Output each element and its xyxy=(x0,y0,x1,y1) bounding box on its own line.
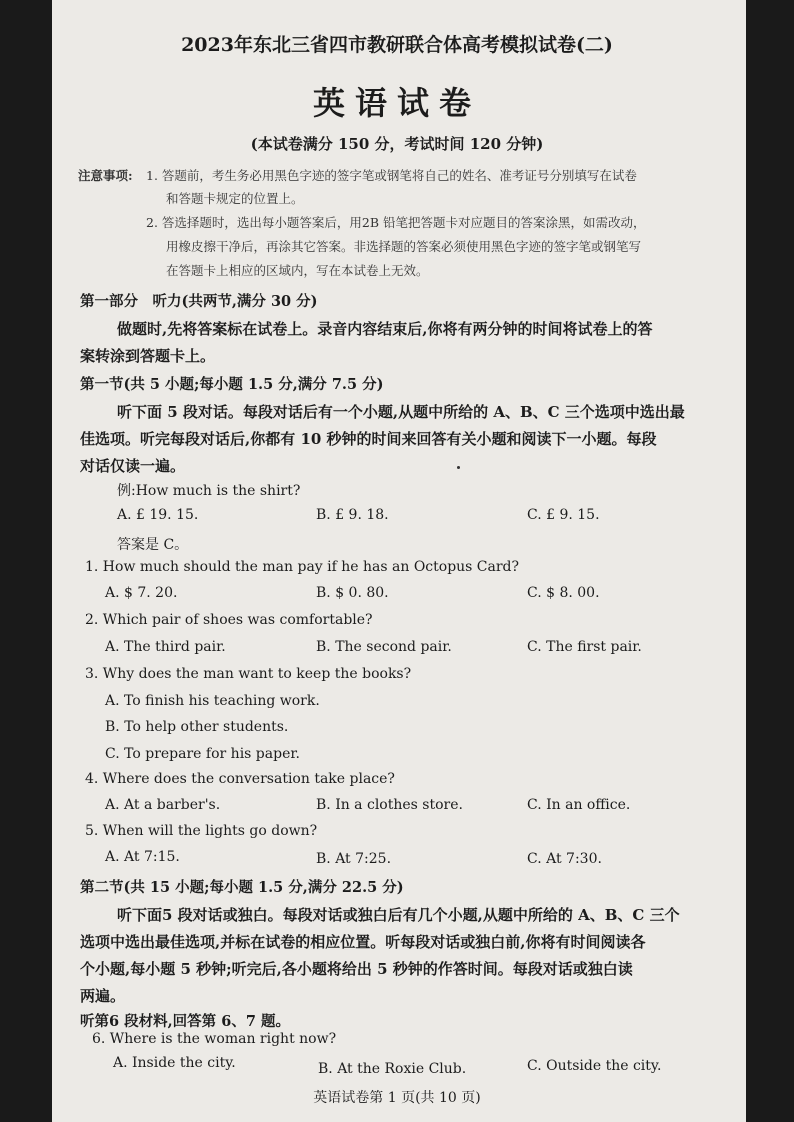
example-option-a: A. £ 19. 15. xyxy=(117,507,199,523)
option-c: C. The first pair. xyxy=(527,639,642,655)
option-b: B. In a clothes store. xyxy=(316,797,463,813)
option-b: B. $ 0. 80. xyxy=(316,585,389,601)
question: 2. Which pair of shoes was comfortable? xyxy=(85,612,373,628)
question: 4. Where does the conversation take place? xyxy=(85,771,395,787)
section2-instructions: 听下面5 段对话或独白。每段对话或独白后有几个小题,从题中所给的 A、B、C 三个 xyxy=(117,906,680,924)
example-question: 例:How much is the shirt? xyxy=(117,483,301,499)
option-c: C. To prepare for his paper. xyxy=(105,746,300,762)
notes-label: 注意事项: xyxy=(78,168,133,183)
option-b: B. The second pair. xyxy=(316,639,452,655)
option-c: C. Outside the city. xyxy=(527,1058,662,1074)
ink-dot xyxy=(457,466,460,469)
subject-title: 英语试卷 xyxy=(312,84,481,122)
note-item: 用橡皮擦干净后，再涂其它答案。非选择题的答案必须使用黑色字迹的签字笔或钢笔写 xyxy=(166,239,642,254)
part1-intro: 做题时,先将答案标在试卷上。录音内容结束后,你将有两分钟的时间将试卷上的答 xyxy=(117,320,653,338)
material-heading: 听第6 段材料,回答第 6、7 题。 xyxy=(80,1013,290,1030)
option-c: C. At 7:30. xyxy=(527,851,602,867)
note-item: 2. 答选择题时，选出每小题答案后，用2B 铅笔把答题卡对应题目的答案涂黑，如需改动， xyxy=(146,215,646,230)
example-option-b: B. £ 9. 18. xyxy=(316,507,389,523)
option-a: A. At a barber's. xyxy=(105,797,221,813)
exam-info: (本试卷满分 150 分，考试时间 120 分钟) xyxy=(250,135,544,153)
section1-heading: 第一节(共 5 小题;每小题 1.5 分,满分 7.5 分) xyxy=(80,376,384,393)
section1-instructions: 对话仅读一遍。 xyxy=(80,457,186,475)
section2-heading: 第二节(共 15 小题;每小题 1.5 分,满分 22.5 分) xyxy=(80,879,404,896)
section1-instructions: 佳选项。听完每段对话后,你都有 10 秒钟的时间来回答有关小题和阅读下一小题。每段 xyxy=(80,430,657,448)
part1-heading: 第一部分 听力(共两节,满分 30 分) xyxy=(80,293,318,310)
option-a: A. $ 7. 20. xyxy=(105,585,178,601)
exam-title: 2023年东北三省四市教研联合体高考模拟试卷(二) xyxy=(181,34,613,56)
option-a: A. To finish his teaching work. xyxy=(105,693,320,709)
question: 5. When will the lights go down? xyxy=(85,823,318,839)
section1-instructions: 听下面 5 段对话。每段对话后有一个小题,从题中所给的 A、B、C 三个选项中选出最 xyxy=(117,403,685,421)
note-item: 和答题卡规定的位置上。 xyxy=(166,191,304,206)
option-c: C. $ 8. 00. xyxy=(527,585,600,601)
option-b: B. To help other students. xyxy=(105,719,289,735)
option-b: B. At 7:25. xyxy=(316,851,392,867)
section2-instructions: 选项中选出最佳选项,并标在试卷的相应位置。听每段对话或独白前,你将有时间阅读各 xyxy=(80,933,646,951)
page-footer: 英语试卷第 1 页(共 10 页) xyxy=(313,1090,481,1106)
question: 3. Why does the man want to keep the books? xyxy=(85,666,412,682)
section2-instructions: 两遍。 xyxy=(80,987,126,1005)
option-b: B. At the Roxie Club. xyxy=(318,1061,467,1077)
option-a: A. The third pair. xyxy=(105,639,226,655)
question: 6. Where is the woman right now? xyxy=(92,1031,337,1047)
section2-instructions: 个小题,每小题 5 秒钟;听完后,各小题将给出 5 秒钟的作答时间。每段对话或独白读 xyxy=(80,960,633,978)
example-answer: 答案是 C。 xyxy=(117,537,189,553)
option-c: C. In an office. xyxy=(527,797,631,813)
question: 1. How much should the man pay if he has an Octopus Card? xyxy=(85,559,520,575)
option-a: A. At 7:15. xyxy=(105,849,180,865)
part1-intro: 案转涂到答题卡上。 xyxy=(80,347,216,365)
note-item: 在答题卡上相应的区域内，写在本试卷上无效。 xyxy=(166,263,429,278)
example-option-c: C. £ 9. 15. xyxy=(527,507,600,523)
option-a: A. Inside the city. xyxy=(113,1055,236,1071)
note-item: 1. 答题前，考生务必用黑色字迹的签字笔或钢笔将自己的姓名、准考证号分别填写在试卷 xyxy=(146,168,637,183)
